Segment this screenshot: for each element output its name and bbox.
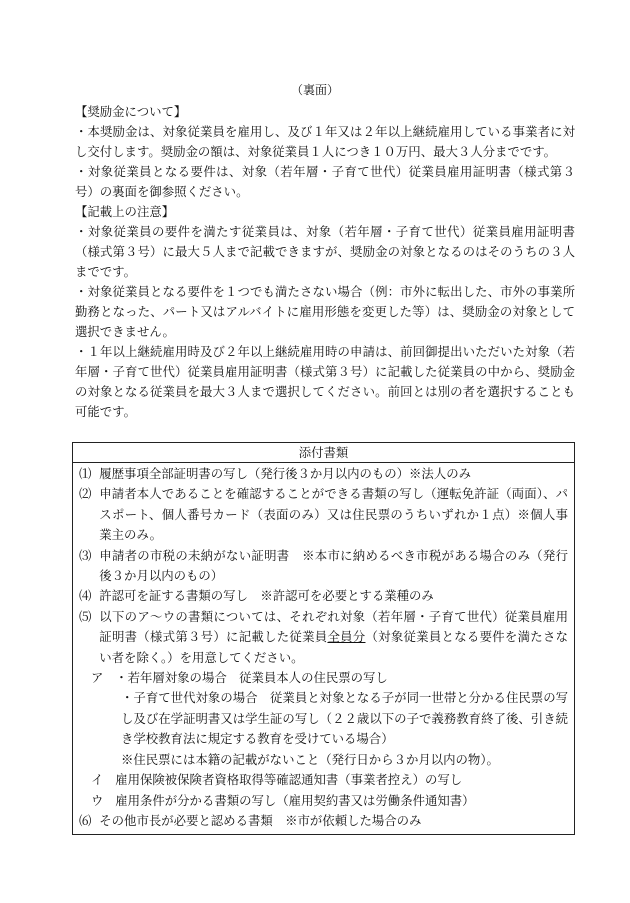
attachment-item-1 <box>79 464 568 484</box>
section-heading-subsidy: 【奨励金について】 <box>75 104 187 119</box>
item-text: 申請者の市税の未納がない証明書 ※本市に納めるべき市税がある場合のみ（発行後３か月以内のもの） <box>99 547 568 584</box>
item-number: ⑵ <box>79 486 92 502</box>
attachment-item-5 <box>79 607 568 668</box>
sub-item-a-line-2: ・子育て世代対象の場合 従業員と対象となる子が同一世帯と分かる住民票の写し及び在学証明書又は学生証の写し（２２歳以下の子で義務教育終了後、引き続き学校教育法に規定する教育を受けている場合） <box>121 690 568 747</box>
item-text: その他市長が必要と認める書類 ※市が依頼した場合のみ <box>99 812 422 828</box>
subsidy-paragraph-1: ・本奨励金は、対象従業員を雇用し、及び１年又は２年以上継続雇用している事業者に対し交付します。奨励金の額は、対象従業員１人につき１０万円、最大３人分までです。 <box>75 124 575 159</box>
sub-item-text: 雇用条件が分かる書類の写し（雇用契約書又は労働条件通知書） <box>115 792 475 808</box>
sub-item-i <box>79 770 568 790</box>
section-heading-notes: 【記載上の注意】 <box>75 204 175 219</box>
attachment-item-2 <box>79 484 568 545</box>
item-text: 以下のア～ウの書類については、それぞれ対象（若年層・子育て世代）従業員雇用証明書（様式第３号）に記載した従業員全員分（対象従業員となる要件を満たさない者を除く。）を用意してください。 <box>99 608 569 665</box>
attachments-title: 添付書類 <box>73 443 574 463</box>
attachments-list <box>73 463 574 834</box>
sub-item-u <box>79 791 568 811</box>
underlined-all-members: 全員分 <box>327 629 366 645</box>
subsidy-paragraph-2: ・対象従業員となる要件は、対象（若年層・子育て世代）従業員雇用証明書（様式第３号）の裏面を御参照ください。 <box>75 164 575 199</box>
sub-item-text: 雇用保険被保険者資格取得等確認通知書（事業者控え）の写し <box>115 772 463 788</box>
notes-section <box>75 102 575 422</box>
sub-item-label: イ <box>91 772 104 788</box>
notes-paragraph-2: ・対象従業員となる要件を１つでも満たさない場合（例：市外に転出した、市外の事業所勤務となった、パート又はアルバイトに雇用形態を変更した等）は、奨励金の対象として選択できません。 <box>75 284 575 339</box>
item-number: ⑴ <box>79 466 92 481</box>
sub-item-label: ア <box>91 670 104 686</box>
page-side-label: （裏面） <box>290 83 339 97</box>
notes-paragraph-1: ・対象従業員の要件を満たす従業員は、対象（若年層・子育て世代）従業員雇用証明書（様式第３号）に最大５人まで記載できますが、奨励金の対象となるのはそのうちの３人までです。 <box>75 224 575 279</box>
item-text: 履歴事項全部証明書の写し（発行後３か月以内のもの）※法人のみ <box>99 466 471 481</box>
attachment-item-4 <box>79 586 568 606</box>
attachment-item-6 <box>79 811 568 831</box>
item-text: 申請者本人であることを確認することができる書類の写し（運転免許証（両面）、パスポート、個人番号カード（表面のみ）又は住民票のうちいずれか１点）※個人事業主のみ。 <box>99 486 568 543</box>
attachment-item-3 <box>79 546 568 587</box>
sub-item-a <box>79 668 568 688</box>
item-text: 許認可を証する書類の写し ※許認可を必要とする業種のみ <box>99 588 434 604</box>
item-number: ⑶ <box>79 547 92 563</box>
item-number: ⑹ <box>79 812 92 828</box>
sub-item-a-line-1: ・若年層対象の場合 従業員本人の住民票の写し <box>115 670 388 686</box>
resident-record-note: ※住民票には本籍の記載がないこと（発行日から３か月以内の物）。 <box>121 751 499 767</box>
attachments-table <box>72 442 575 835</box>
item-number: ⑷ <box>79 588 92 604</box>
sub-item-label: ウ <box>91 792 104 808</box>
item-number: ⑸ <box>79 608 92 624</box>
notes-paragraph-3: ・１年以上継続雇用時及び２年以上継続雇用時の申請は、前回御提出いただいた対象（若年層・子育て世代）従業員雇用証明書（様式第３号）に記載した従業員の中から、奨励金の対象となる従業員を最大３人まで選択してください。前回とは別の者を選択することも可能です。 <box>75 344 575 419</box>
